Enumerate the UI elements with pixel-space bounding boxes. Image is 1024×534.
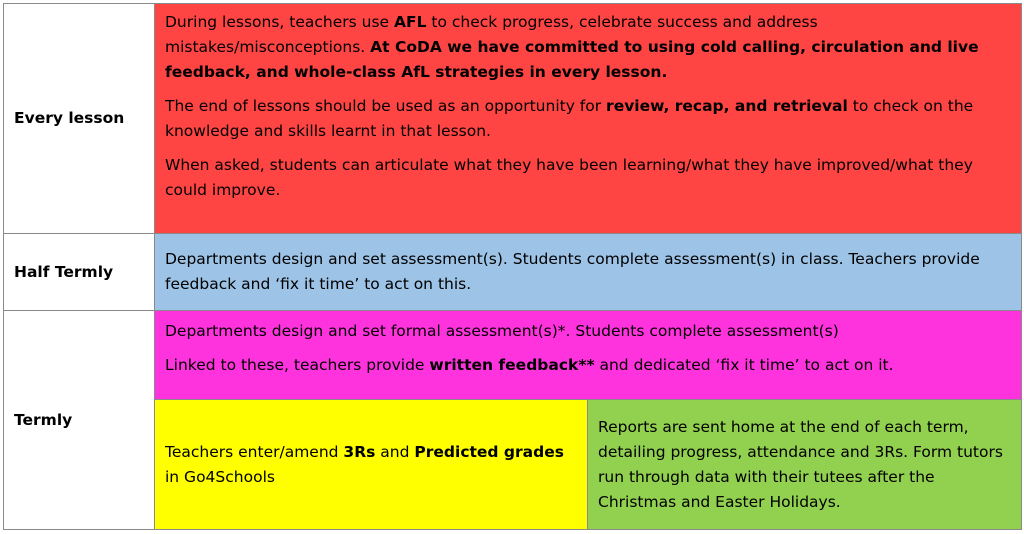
text-span: Linked to these, teachers provide	[165, 356, 430, 374]
bold-span: At CoDA we have committed to using cold calling, circulation and live feedback, and whole-class AfL strategies in every lesson.	[165, 38, 979, 81]
text-span: in Go4Schools	[165, 467, 275, 486]
every-lesson-content	[155, 4, 1022, 234]
termly-assessment-content	[155, 311, 1022, 400]
bold-span: written feedback**	[429, 356, 595, 374]
label-termly: Termly	[4, 311, 155, 530]
label-every-lesson: Every lesson	[4, 4, 155, 234]
termly-paragraph-2	[165, 353, 1011, 378]
text-span: The end of lessons should be used as an opportunity for	[165, 97, 607, 115]
row-every-lesson	[4, 4, 1022, 234]
text-span: During lessons, teachers use	[165, 13, 394, 31]
assessment-table	[3, 3, 1022, 530]
every-lesson-paragraph-1	[165, 10, 1011, 85]
text-span: to check progress, celebrate success and address mistakes/misconceptions.	[165, 13, 818, 56]
every-lesson-paragraph-2	[165, 94, 1011, 144]
termly-paragraph-1: Departments design and set formal assessment(s)*. Students complete assessment(s)	[165, 322, 839, 340]
text-span: to check on the knowledge and skills learnt in that lesson.	[165, 97, 974, 140]
termly-3rs-content	[155, 400, 588, 530]
bold-span: Predicted grades	[414, 442, 564, 461]
termly-reports-content: Reports are sent home at the end of each term, detailing progress, attendance and 3Rs. Form tutors run through data with their tutees after the Christmas and Easter Holidays.	[588, 400, 1022, 530]
every-lesson-paragraph-3: When asked, students can articulate what they have been learning/what they have improved/what they could improve.	[165, 156, 973, 199]
row-termly-top	[4, 311, 1022, 400]
label-half-termly: Half Termly	[4, 234, 155, 311]
bold-span: AFL	[394, 13, 427, 31]
bold-span: 3Rs	[343, 442, 376, 461]
row-termly-bottom	[4, 400, 1022, 530]
text-span: and dedicated ‘fix it time’ to act on it.	[594, 356, 894, 374]
text-span: and	[375, 442, 415, 461]
bold-span: review, recap, and retrieval	[606, 97, 848, 115]
row-half-termly	[4, 234, 1022, 311]
text-span: Teachers enter/amend	[165, 442, 344, 461]
half-termly-content: Departments design and set assessment(s). Students complete assessment(s) in class. Teachers provide feedback and ‘fix it time’ to act on this.	[155, 234, 1022, 311]
